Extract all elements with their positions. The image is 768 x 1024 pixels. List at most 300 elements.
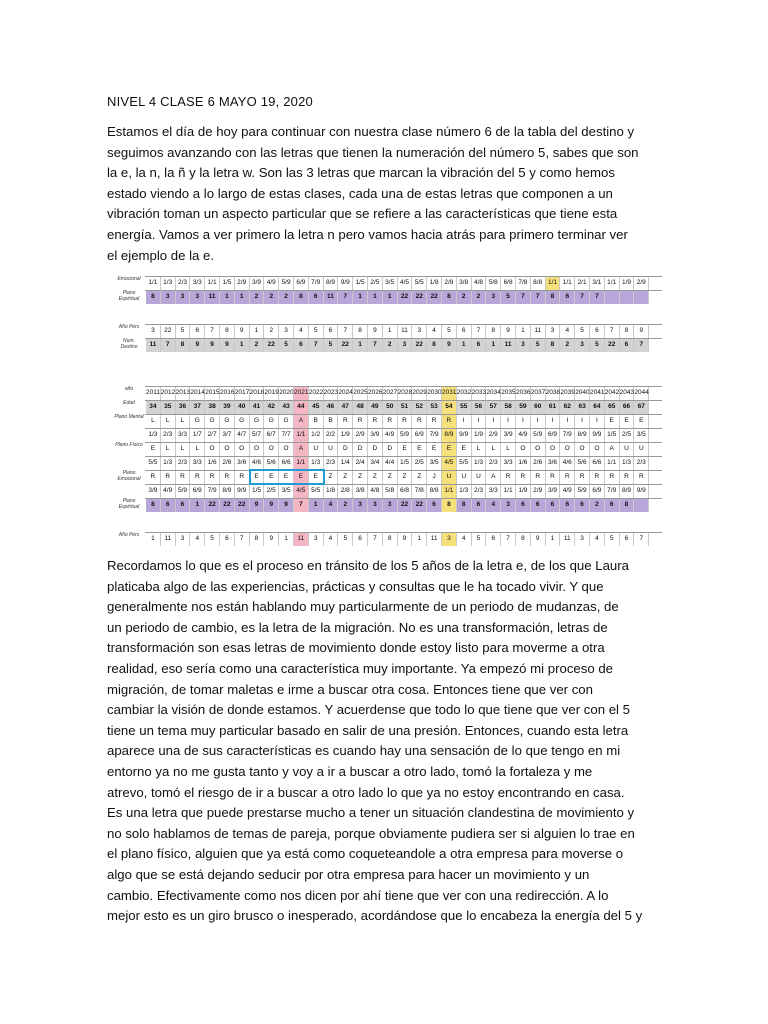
table-cell: 3 [190,290,205,304]
table-cell: 5 [324,338,339,352]
document-title: NIVEL 4 CLASE 6 MAYO 19, 2020 [107,94,313,109]
table-cell: 5/8 [383,484,398,498]
table-cell: 6 [294,338,309,352]
table-cell: D [353,442,368,456]
table-cell: 1/8 [324,484,339,498]
table-cell: 1/3 [309,456,324,470]
table-cell: 39 [220,400,235,414]
table-cell: 64 [590,400,605,414]
table-cell [605,290,620,304]
table-cell: O [220,442,235,456]
table-cell: E [442,442,457,456]
table-cell: 7 [235,532,250,546]
table-cell: I [590,414,605,428]
table-cell: 1 [412,532,427,546]
row-label: Plano Mental [114,414,144,420]
table-cell: 8 [546,290,561,304]
table-cell: 11 [427,532,442,546]
table-cell: 37 [190,400,205,414]
table-cell: 2041 [590,386,605,400]
table-cell: 3 [546,324,561,338]
text-line: algo que se está dejando seducir por otra empresa para hacer un movimiento y un [107,866,590,882]
table-cell: 22 [605,338,620,352]
table-cell: E [634,414,649,428]
table-cell: 9 [531,532,546,546]
table-cell: 58 [501,400,516,414]
text-line: platicaba algo de las experiencias, prácticas y consultas que le ha tocado vivir. Y que [107,578,604,594]
table-cell: 8 [427,338,442,352]
table-cell: G [220,414,235,428]
text-line: Es una letra que puede prestarse mucho a tener un situación clandestina de movimiento y [107,805,635,821]
table-cell: 5 [442,324,457,338]
table-cell: 11 [294,532,309,546]
table-cell: 47 [338,400,353,414]
table-cell: E [398,442,413,456]
table-cell: R [531,470,546,484]
table-cell: 2039 [560,386,575,400]
table-cell: O [590,442,605,456]
table-cell: 2/9 [531,484,546,498]
table-cell: 36 [176,400,191,414]
table-cell: 1/1 [605,456,620,470]
table-cell: 2 [279,290,294,304]
table-cell: 1/3 [146,428,161,442]
table-cell: B [324,414,339,428]
table-cell: R [546,470,561,484]
table-cell: 22 [412,498,427,512]
table-cell: 2/4 [353,456,368,470]
table-cell: 5 [501,290,516,304]
table-cell: 7/9 [560,428,575,442]
table-cell: U [457,470,472,484]
table-cell: 5/8 [486,276,501,290]
table-cell: 41 [250,400,265,414]
table-cell: 2/5 [620,428,635,442]
table-cell: 2/3 [486,456,501,470]
table-cell: 11 [146,338,161,352]
table-cell: 9/9 [235,484,250,498]
table-cell: D [383,442,398,456]
table-cell: 7 [501,532,516,546]
table-cell: 11 [398,324,413,338]
text-line: energía. Vamos a ver primero la letra n pero vamos hacia atrás para primero terminar ver [107,226,628,242]
table-row [112,400,662,412]
table-cell: R [575,470,590,484]
table-cell: 1/7 [190,428,205,442]
table-cell: 9 [279,498,294,512]
table-cell: O [575,442,590,456]
table-cell: 2/5 [368,276,383,290]
table-cell: A [294,442,309,456]
table-cell: 7/9 [205,484,220,498]
table-cell: 11 [501,338,516,352]
table-cell: 50 [383,400,398,414]
table-cell: 11 [205,290,220,304]
table-cell: E [294,470,309,484]
table-cell: 1/9 [338,428,353,442]
table-cell: 8 [620,498,635,512]
table-cell: U [309,442,324,456]
table-row [112,414,662,426]
table-cell: 5/9 [176,484,191,498]
table-cell: 3 [383,498,398,512]
table-cell: Z [383,470,398,484]
table-cell: R [442,414,457,428]
table-cell: 51 [398,400,413,414]
table-cell: 38 [205,400,220,414]
table-cell: E [279,470,294,484]
table-cell: 22 [427,290,442,304]
text-line: migración, de tomar maletas e irme a buscar otra cosa. Entonces tiene que ver con [107,681,593,697]
table-cell: 7 [605,324,620,338]
table-cell: 6 [560,290,575,304]
table-row [112,532,662,544]
table-cell: J [427,470,442,484]
table-cell: 3/9 [250,276,265,290]
table-cell: 5/5 [146,456,161,470]
table-cell: A [605,442,620,456]
table-cell: 3 [412,324,427,338]
table-cell: 2/9 [486,428,501,442]
row-label: año [124,386,134,392]
table-cell: 2 [590,498,605,512]
table-cell: Z [338,470,353,484]
table-cell: 8/9 [442,428,457,442]
table-cell: 66 [620,400,635,414]
table-cell: E [620,414,635,428]
table-cell: 3/3 [486,484,501,498]
table-cell: 7 [294,498,309,512]
table-cell: B [309,414,324,428]
table-cell: R [205,470,220,484]
table-cell: R [501,470,516,484]
table-cell: 5/6 [264,456,279,470]
table-cell: R [516,470,531,484]
table-cell: 6 [176,498,191,512]
table-cell: 4/5 [398,276,413,290]
table-cell: 6 [353,532,368,546]
table-cell: 2/1 [575,276,590,290]
table-cell: R [161,470,176,484]
table-cell: 1 [457,338,472,352]
table-cell: 8/9 [324,276,339,290]
table-cell: Z [353,470,368,484]
table-cell: 6 [605,498,620,512]
table-cell: O [560,442,575,456]
table-cell: L [161,442,176,456]
table-cell: 2/3 [161,428,176,442]
table-cell: 5/9 [575,484,590,498]
table-cell: 6 [546,498,561,512]
table-cell: 4 [457,532,472,546]
row-label: Num. Destino [120,338,138,350]
table-cell: 4/6 [250,456,265,470]
table-row [112,324,662,336]
table-cell: 1/8 [427,276,442,290]
table-cell: 1 [353,338,368,352]
table-cell: 6/9 [412,428,427,442]
table-cell: 5 [309,324,324,338]
table-cell: 5 [575,324,590,338]
table-cell: 6 [516,498,531,512]
table-cell: 5 [531,338,546,352]
table-cell: 5 [472,532,487,546]
table-cell: 2018 [250,386,265,400]
table-cell: 2015 [205,386,220,400]
text-line: aparece una de sus características es cuando hay una sensación de lo que tengo en mi [107,743,621,759]
table-cell: 8 [250,532,265,546]
table-cell: 8 [516,532,531,546]
row-label: Año Pers [118,532,140,538]
table-cell: 7/7 [279,428,294,442]
table-cell: 2/3 [324,456,339,470]
table-cell: 8 [353,324,368,338]
intro-paragraph [107,122,667,266]
table-cell: I [516,414,531,428]
table-cell: 3/3 [501,456,516,470]
table-cell: R [605,470,620,484]
table-cell: 3/9 [546,484,561,498]
text-line: estado viendo a lo largo de estas clases, cada una de estas letras que componen a un [107,185,613,201]
table-cell: G [235,414,250,428]
table-cell: O [279,442,294,456]
table-cell: 46 [324,400,339,414]
table-cell: 2020 [279,386,294,400]
table-cell: 4 [190,532,205,546]
table-cell: R [560,470,575,484]
table-cell: 8/9 [220,484,235,498]
table-cell: L [472,442,487,456]
table-cell: 2031 [442,386,457,400]
table-cell: G [250,414,265,428]
table-cell: 4/4 [383,456,398,470]
table-cell: 59 [516,400,531,414]
table-cell: 4 [294,324,309,338]
table-cell: O [531,442,546,456]
text-line: seguimos avanzando con las letras que tienen la numeración del número 5, sabes que son [107,144,639,160]
table-cell: R [398,414,413,428]
table-cell: 8/9 [575,428,590,442]
table-cell: 6 [220,532,235,546]
table-cell: 6 [560,498,575,512]
table-cell: L [176,442,191,456]
table-cell: 5/5 [412,276,427,290]
table-cell: 9 [190,338,205,352]
table-cell: 2/3 [176,276,191,290]
table-cell: 5 [338,532,353,546]
table-cell: 2035 [501,386,516,400]
table-cell: O [205,442,220,456]
table-cell: 6/9 [546,428,561,442]
table-cell: 2032 [457,386,472,400]
table-cell: 2 [250,338,265,352]
table-cell: 4 [560,324,575,338]
table-cell: 2042 [605,386,620,400]
table-cell: 4/9 [161,484,176,498]
table-cell: 5 [176,324,191,338]
table-cell: A [486,470,501,484]
table-row [112,386,662,398]
table-cell: 4/8 [472,276,487,290]
table-cell: 8 [294,290,309,304]
table-cell: 2023 [324,386,339,400]
table-cell: 7 [368,532,383,546]
table-cell: 53 [427,400,442,414]
table-cell: 3/9 [368,428,383,442]
table-cell: 6/9 [590,484,605,498]
table-cell: 67 [634,400,649,414]
table-cell: 7/8 [412,484,427,498]
row-label: Emocional [117,276,141,282]
table-cell: 3/8 [353,484,368,498]
table-cell: G [279,414,294,428]
table-cell: 9 [264,498,279,512]
table-cell: 9/9 [457,428,472,442]
table-cell: 6/9 [294,276,309,290]
table-cell: 2021 [294,386,309,400]
text-line: la e, la n, la ñ y la letra w. Son las 3 letras que marcan la vibración del 5 y como hemos [107,165,615,181]
table-cell: 3/9 [146,484,161,498]
table-cell: 8 [146,290,161,304]
table-cell: 5 [279,338,294,352]
table-cell: 8 [620,324,635,338]
table-cell: 2016 [220,386,235,400]
table-cell [634,498,649,512]
table-cell: R [590,470,605,484]
table-cell: 1/5 [605,428,620,442]
table-cell: 7 [516,290,531,304]
table-cell: 6 [620,532,635,546]
table-cell: D [338,442,353,456]
table-cell: L [501,442,516,456]
table-cell: 8/8 [531,276,546,290]
table-cell: 4/7 [235,428,250,442]
table-cell: I [501,414,516,428]
table-cell: 1/1 [501,484,516,498]
table-cell: 2014 [190,386,205,400]
table-cell: 2 [383,338,398,352]
table-cell: Z [412,470,427,484]
table-cell: 2019 [264,386,279,400]
table-cell: 1/5 [220,276,235,290]
table-cell: 1 [235,338,250,352]
table-cell: 22 [205,498,220,512]
table-cell: 2013 [176,386,191,400]
table-cell: E [146,442,161,456]
table-cell: 43 [279,400,294,414]
table-cell: 2038 [546,386,561,400]
table-cell: U [442,470,457,484]
table-cell: I [531,414,546,428]
table-cell: 2/8 [442,276,457,290]
table-row [112,276,662,288]
table-cell: 3 [486,290,501,304]
table-cell: 7 [590,290,605,304]
table-cell: 3/5 [383,276,398,290]
table-cell: 56 [472,400,487,414]
table-cell: 4 [427,324,442,338]
table-cell: 7/9 [309,276,324,290]
table-cell: 1/3 [161,456,176,470]
table-cell: 7/9 [427,428,442,442]
table-cell: 61 [546,400,561,414]
table-cell: 1/1 [560,276,575,290]
table-cell: 1/5 [353,276,368,290]
table-cell: R [338,414,353,428]
body-paragraph [107,556,667,927]
table-cell: 2011 [146,386,161,400]
table-cell: 2027 [383,386,398,400]
table-cell: 22 [264,338,279,352]
table-cell: 6 [620,338,635,352]
table-cell: 22 [161,324,176,338]
table-cell: 8 [383,532,398,546]
table-cell: 2 [338,498,353,512]
table-cell: 3 [279,324,294,338]
table-cell: 6 [472,498,487,512]
table-cell: 1/1 [205,276,220,290]
table-cell: 1/9 [620,276,635,290]
table-cell: 9 [264,532,279,546]
table-cell: 6 [161,498,176,512]
table-cell: A [294,414,309,428]
table-cell: 9 [501,324,516,338]
table-cell: 2/3 [472,484,487,498]
table-cell: Z [324,470,339,484]
table-cell: 1 [190,498,205,512]
table-cell: 62 [560,400,575,414]
text-line: Recordamos lo que es el proceso en tránsito de los 5 años de la letra e, de los que Laura [107,558,629,573]
table-cell: 2012 [161,386,176,400]
table-cell: L [161,414,176,428]
table-cell: 4/9 [264,276,279,290]
table-cell: 1 [353,290,368,304]
table-cell: 7 [531,290,546,304]
row-label: Plano Físico [115,442,143,448]
table-cell: 7 [338,324,353,338]
table-cell: 2025 [353,386,368,400]
destiny-table-image [112,270,662,550]
table-cell: O [235,442,250,456]
table-cell: I [472,414,487,428]
table-cell: 2 [472,290,487,304]
table-cell: 9 [205,338,220,352]
table-cell: 3 [442,532,457,546]
row-label: Edad [123,400,135,406]
table-cell: R [176,470,191,484]
table-cell: 3 [398,338,413,352]
table-cell: 3 [575,338,590,352]
table-row [112,456,662,468]
table-cell: 6/7 [264,428,279,442]
table-cell: 5/9 [531,428,546,442]
table-cell: 8 [146,498,161,512]
table-cell: U [472,470,487,484]
table-cell: 1/9 [472,428,487,442]
table-cell: 4/9 [560,484,575,498]
table-cell: R [620,470,635,484]
table-cell: 1/1 [605,276,620,290]
table-cell: 1/2 [309,428,324,442]
table-cell: E [250,470,265,484]
table-cell: 1/3 [161,276,176,290]
table-cell: O [250,442,265,456]
table-cell: 6 [472,338,487,352]
table-cell: 3/3 [190,456,205,470]
table-row [112,290,662,302]
table-cell: I [486,414,501,428]
table-cell: 9 [368,324,383,338]
